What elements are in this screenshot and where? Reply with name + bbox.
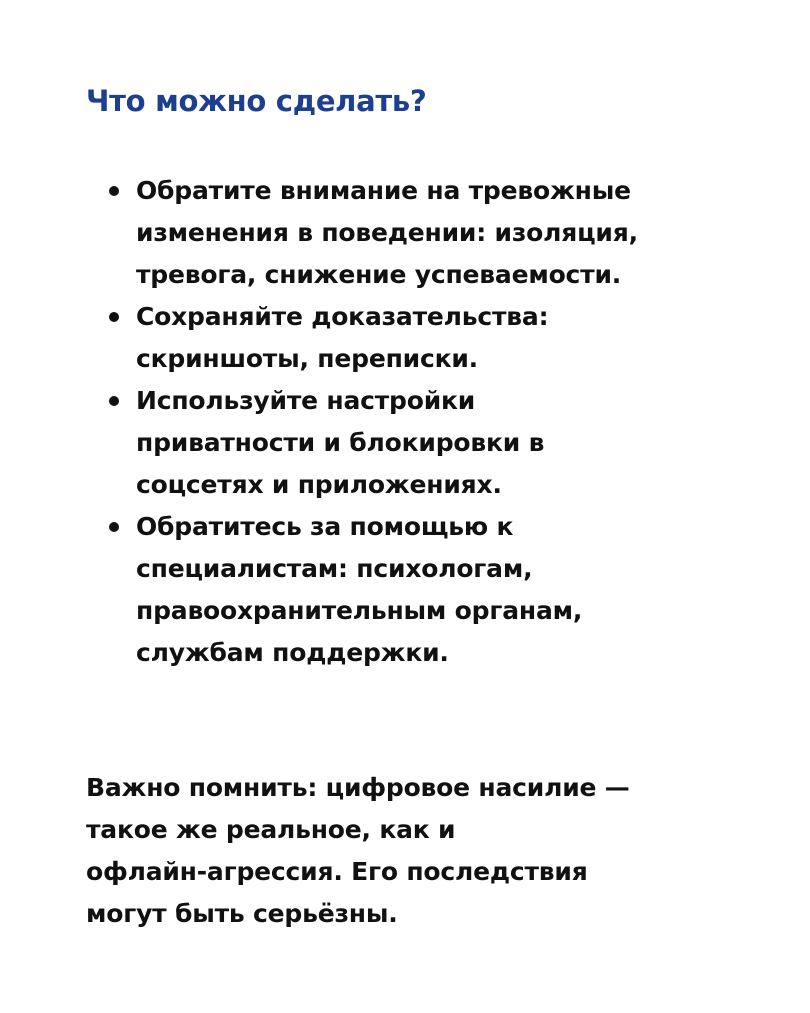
- important-note: [86, 767, 736, 935]
- tip-line: Сохраняйте доказательства:: [136, 302, 549, 331]
- note-line: могут быть серьёзны.: [86, 899, 398, 928]
- tip-text: [136, 380, 744, 506]
- tip-line: Обратитесь за помощью к: [136, 512, 514, 541]
- tip-line: Обратите внимание на тревожные: [136, 176, 631, 205]
- note-line: такое же реальное, как и: [86, 815, 456, 844]
- tip-item-help: [104, 506, 744, 674]
- tip-line: изменения в поведении: изоляция,: [136, 218, 638, 247]
- tip-item-behavior: [104, 170, 744, 296]
- tip-line: приватности и блокировки в: [136, 428, 545, 457]
- tip-line: правоохранительным органам,: [136, 596, 583, 625]
- note-line: офлайн-агрессия. Его последствия: [86, 857, 588, 886]
- bullet-icon: [109, 312, 119, 322]
- tip-line: скриншоты, переписки.: [136, 344, 478, 373]
- tips-list: [104, 170, 744, 674]
- section-title: Что можно сделать?: [86, 84, 427, 118]
- note-line: Важно помнить: цифровое насилие —: [86, 773, 630, 802]
- bullet-icon: [109, 522, 119, 532]
- tip-line: специалистам: психологам,: [136, 554, 533, 583]
- bullet-icon: [109, 396, 119, 406]
- tip-line: Используйте настройки: [136, 386, 476, 415]
- tip-item-evidence: [104, 296, 744, 380]
- tip-line: службам поддержки.: [136, 638, 449, 667]
- tip-text: [136, 170, 744, 296]
- tip-text: [136, 506, 744, 674]
- tip-text: [136, 296, 744, 380]
- tip-item-privacy: [104, 380, 744, 506]
- bullet-icon: [109, 186, 119, 196]
- tip-line: соцсетях и приложениях.: [136, 470, 502, 499]
- tip-line: тревога, снижение успеваемости.: [136, 260, 622, 289]
